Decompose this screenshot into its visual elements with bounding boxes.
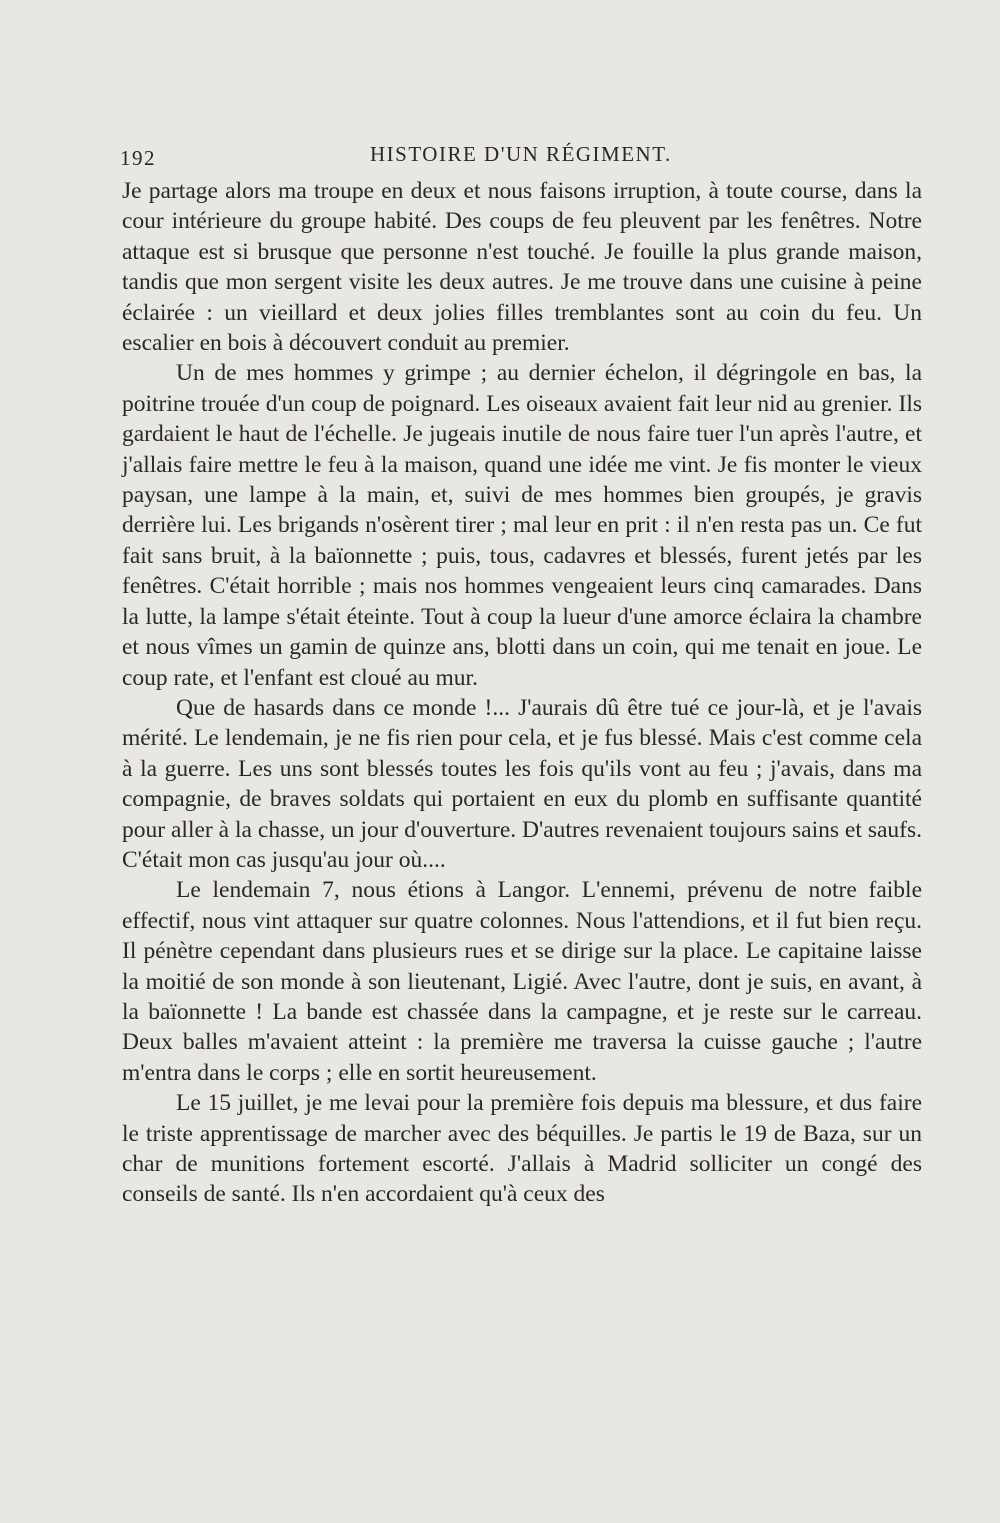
running-head — [120, 138, 920, 178]
running-title: HISTOIRE D'UN RÉGIMENT. — [370, 142, 672, 166]
paragraph-3: Que de hasards dans ce monde !... J'aurais dû être tué ce jour-là, et je l'avais mérité. Le lendemain, je ne fis rien pour cela, et je fus blessé. Mais c'est comme cela à la guerre. Les uns sont blessés toutes les fois qu'ils vont au feu ; j'avais, dans ma compagnie, de braves soldats qui portaient en eux du plomb en suffisante quantité pour aller à la chasse, un jour d'ouverture. D'autres revenaient toujours sains et saufs. C'était mon cas jusqu'au jour où.... — [122, 694, 922, 873]
paragraph-2: Un de mes hommes y grimpe ; au dernier échelon, il dégringole en bas, la poitrine trouée d'un coup de poignard. Les oiseaux avaient fait leur nid au grenier. Ils gardaient le haut de l'échelle. Je jugeais inutile de nous faire tuer l'un après l'autre, et j'allais faire mettre le feu à la maison, quand une idée me vint. Je fis monter le vieux paysan, une lampe à la main, et, suivi de mes hommes bien groupés, je gravis derrière lui. Les brigands n'osèrent tirer ; mal leur en prit : il n'en resta pas un. Ce fut fait sans bruit, à la baïonnette ; puis, tous, cadavres et blessés, furent jetés par les fenêtres. C'était horrible ; mais nos hommes vengeaient leurs cinq camarades. Dans la lutte, la lampe s'était éteinte. Tout à coup la lueur d'une amorce éclaira la chambre et nous vîmes un gamin de quinze ans, blotti dans un coin, qui me tenait en joue. Le coup rate, et l'enfant est cloué au mur. — [122, 360, 922, 691]
paragraph-4: Le lendemain 7, nous étions à Langor. L'ennemi, prévenu de notre faible effectif, nous vint attaquer sur quatre colonnes. Nous l'attendions, et il fut bien reçu. Il pénètre cependant dans plusieurs rues et se dirige sur la place. Le capitaine laisse la moitié de son monde à son lieutenant, Ligié. Avec l'autre, dont je suis, en avant, à la baïonnette ! La bande est chassée dans la campagne, et je reste sur le carreau. Deux balles m'avaient atteint : la première me traversa la cuisse gauche ; l'autre m'entra dans le corps ; elle en sortit heureusement. — [122, 877, 922, 1086]
paragraph-1: Je partage alors ma troupe en deux et nous faisons irruption, à toute course, dans la cour intérieure du groupe habité. Des coups de feu pleuvent par les fenêtres. Notre attaque est si brusque que personne n'est touché. Je fouille la plus grande maison, tandis que mon sergent visite les deux autres. Je me trouve dans une cuisine à peine éclairée : un vieillard et deux jolies filles tremblantes sont au coin du feu. Un escalier en bois à découvert conduit au premier. — [122, 178, 922, 357]
page-number: 192 — [120, 146, 156, 170]
body-text — [122, 176, 922, 1210]
paragraph-5: Le 15 juillet, je me levai pour la première fois depuis ma blessure, et dus faire le triste apprentissage de marcher avec des béquilles. Je partis le 19 de Baza, sur un char de munitions fortement escorté. J'allais à Madrid solliciter un congé des conseils de santé. Ils n'en accordaient qu'à ceux des — [122, 1090, 922, 1208]
